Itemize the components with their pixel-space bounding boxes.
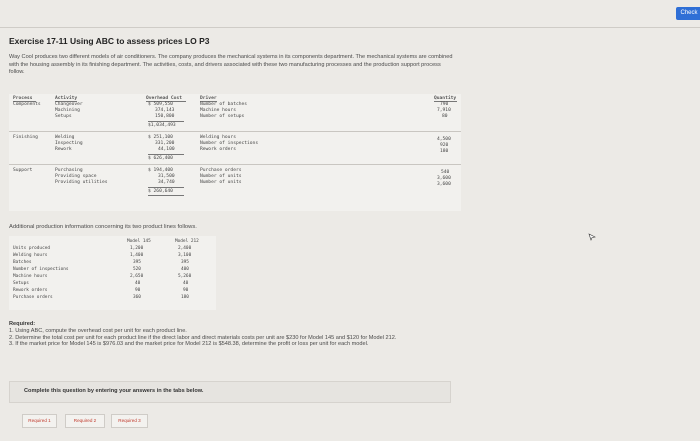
row-label: Purchase orders — [13, 295, 53, 300]
process-label: Components — [13, 102, 41, 107]
instructions-text: Complete this question by entering your answers in the tabs below. — [24, 388, 204, 394]
row-label: Batches — [13, 260, 32, 265]
driver-label: Purchase orders — [200, 168, 242, 173]
model-212-value: 5,260 — [178, 274, 192, 279]
header-quantity: Quantity — [434, 96, 457, 101]
driver-label: Welding hours — [200, 135, 236, 140]
subtotal-value: $ 626,400 — [148, 156, 173, 161]
model-212-value: 40 — [183, 281, 189, 286]
model-145-value: 40 — [135, 281, 141, 286]
required-item: 2. Determine the total cost per unit for each product line if the direct labor and direct materials costs per unit are $230 for Model 145 and $120 for Model 212. — [9, 334, 397, 341]
additional-info-text: Additional production information concerning its two product lines follows. — [9, 224, 197, 230]
activity-label: Purchasing — [55, 168, 83, 173]
cost-value: $ 251,100 — [148, 135, 173, 140]
header-driver: Driver — [200, 96, 217, 101]
row-label: Rework orders — [13, 288, 48, 293]
row-label: Units produced — [13, 246, 51, 251]
cost-value: 150,800 — [155, 114, 175, 119]
cost-value: 34,740 — [158, 180, 175, 185]
row-label: Setups — [13, 281, 29, 286]
activity-label: Welding — [55, 135, 75, 140]
intro-paragraph: Way Cool produces two different models of air conditioners. The company produces the mechanical systems in its components department. The mechanical systems are combined with the housing assembly in its finishing department. The activities, costs, and drivers associated with these two manufacturing processes and the production support process follow. — [9, 54, 453, 76]
header-model-212: Model 212 — [175, 239, 199, 244]
model-212-value: 400 — [181, 267, 189, 272]
model-212-value: 395 — [181, 260, 189, 265]
activity-label: Setups — [55, 114, 72, 119]
model-145-value: 360 — [133, 295, 141, 300]
driver-label: Machine hours — [200, 108, 236, 113]
subtotal-value: $ 260,640 — [148, 189, 173, 194]
model-145-value: 90 — [135, 288, 141, 293]
quantity-value: 180 — [440, 149, 449, 154]
model-212-value: 2,400 — [178, 246, 192, 251]
quantity-value: 4,500 — [437, 137, 451, 142]
process-label: Finishing — [13, 135, 38, 140]
driver-label: Number of batches — [200, 102, 248, 107]
tab-required-1[interactable]: Required 1 — [22, 414, 57, 428]
product-line-table — [9, 236, 216, 310]
tab-required-3[interactable]: Required 3 — [111, 414, 148, 428]
activity-cost-table — [9, 94, 461, 211]
row-label: Number of inspections — [13, 267, 69, 272]
required-item: 3. If the market price for Model 145 is $976.03 and the market price for Model 212 is $548.38, determine the profit or loss per unit for each model. — [9, 341, 369, 348]
required-section — [9, 321, 469, 348]
quantity-value: 540 — [441, 170, 450, 175]
driver-label: Number of inspections — [200, 141, 259, 146]
quantity-value: 80 — [442, 114, 448, 119]
row-label: Machine hours — [13, 274, 48, 279]
model-145-value: 395 — [133, 260, 141, 265]
header-overhead-cost: Overhead Cost — [146, 96, 182, 101]
quantity-value: 790 — [440, 102, 449, 107]
activity-label: Machining — [55, 108, 80, 113]
driver-label: Rework orders — [200, 147, 236, 152]
quantity-value: 3,600 — [437, 182, 451, 187]
model-145-value: 1,200 — [130, 246, 144, 251]
model-145-value: 520 — [133, 267, 141, 272]
header-process: Process — [13, 96, 33, 101]
divider — [0, 27, 700, 28]
page-title: Exercise 17-11 Using ABC to assess prices LO P3 — [9, 36, 210, 46]
quantity-value: 7,910 — [437, 108, 451, 113]
activity-label: Rework — [55, 147, 72, 152]
driver-label: Number of setups — [200, 114, 245, 119]
cost-value: 374,143 — [155, 108, 175, 113]
mouse-cursor-icon — [588, 233, 596, 241]
model-145-value: 2,650 — [130, 274, 144, 279]
process-label: Support — [13, 168, 33, 173]
header-model-145: Model 145 — [127, 239, 151, 244]
header-activity: Activity — [55, 96, 78, 101]
model-145-value: 1,400 — [130, 253, 144, 258]
cost-value: 31,500 — [158, 174, 175, 179]
driver-label: Number of units — [200, 180, 242, 185]
driver-label: Number of units — [200, 174, 242, 179]
activity-label: Providing utilities — [55, 180, 108, 185]
instructions-box — [9, 381, 451, 403]
required-item: 1. Using ABC, compute the overhead cost per unit for each product line. — [9, 327, 187, 334]
cost-value: $ 509,550 — [148, 102, 173, 107]
model-212-value: 3,100 — [178, 253, 192, 258]
cost-value: $ 194,400 — [148, 168, 173, 173]
model-212-value: 180 — [181, 295, 189, 300]
activity-label: Providing space — [55, 174, 97, 179]
activity-label: Inspecting — [55, 141, 83, 146]
quantity-value: 920 — [440, 143, 449, 148]
cost-value: 44,100 — [158, 147, 175, 152]
subtotal-value: $1,034,493 — [148, 123, 176, 128]
activity-label: Changeover — [55, 102, 83, 107]
quantity-value: 3,600 — [437, 176, 451, 181]
check-button[interactable]: Check — [676, 7, 700, 20]
cost-value: 331,200 — [155, 141, 175, 146]
tab-required-2[interactable]: Required 2 — [65, 414, 105, 428]
row-label: Welding hours — [13, 253, 48, 258]
model-212-value: 90 — [183, 288, 189, 293]
required-heading: Required: — [9, 321, 36, 327]
